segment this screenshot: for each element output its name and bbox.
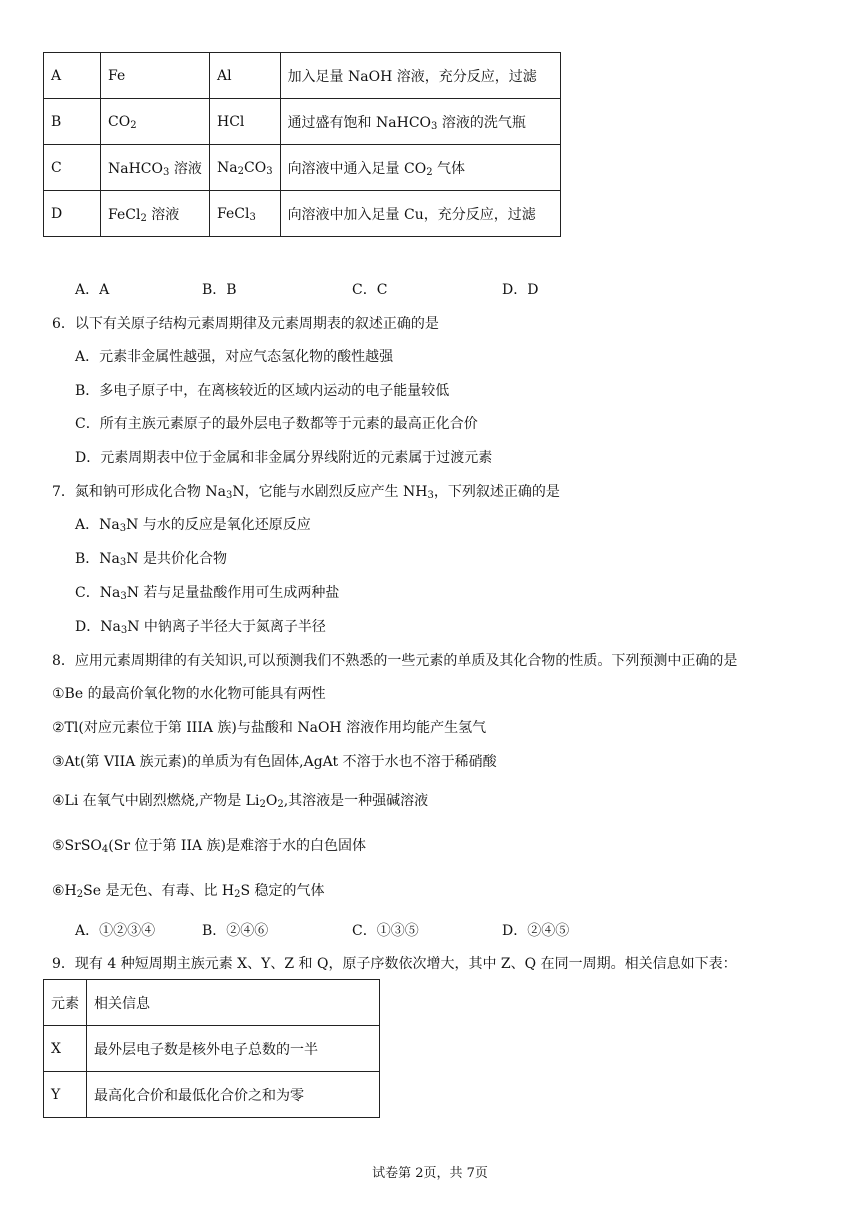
- table-cell: 向溶液中加入足量 Cu，充分反应，过滤: [280, 191, 560, 237]
- option-a[interactable]: A．①②③④: [75, 923, 156, 939]
- table-cell: $Na_2CO_3$: [210, 145, 281, 191]
- q7-stem: 7．氮和钠可形成化合物 $Na_3N$，它能与水剧烈反应产生 $NH_3$，下列叙述正确的是: [52, 484, 560, 501]
- q8-item-3: ③At(第 VIIA 族元素)的单质为有色固体,AgAt 不溶于水也不溶于稀硝酸: [52, 754, 497, 770]
- table-cell: HCl: [210, 99, 281, 145]
- table-cell: FeCl$_3$: [210, 191, 281, 237]
- q8-stem: 8．应用元素周期律的有关知识,可以预测我们不熟悉的一些元素的单质及其化合物的性质。下列预测中正确的是: [52, 653, 738, 669]
- table-cell: B: [44, 99, 101, 145]
- option-c[interactable]: C．C: [352, 282, 388, 298]
- q6-option-d[interactable]: D．元素周期表中位于金属和非金属分界线附近的元素属于过渡元素: [75, 450, 493, 466]
- option-d[interactable]: D．D: [502, 282, 539, 298]
- table-cell: $CO_2$: [101, 99, 210, 145]
- option-a[interactable]: A．A: [75, 282, 110, 298]
- table-cell: 最外层电子数是核外电子总数的一半: [87, 1026, 380, 1072]
- q8-item-1: ①Be 的最高价氧化物的水化物可能具有两性: [52, 686, 326, 702]
- table-cell: 最高化合价和最低化合价之和为零: [87, 1072, 380, 1118]
- table-cell: A: [44, 53, 101, 99]
- table-cell: Fe: [101, 53, 210, 99]
- option-b[interactable]: B．B: [202, 282, 237, 298]
- table-cell: 向溶液中通入足量 $CO_2$ 气体: [280, 145, 560, 191]
- table-row: [44, 99, 561, 145]
- option-b[interactable]: B．②④⑥: [202, 923, 269, 939]
- q6-stem: 6．以下有关原子结构元素周期律及元素周期表的叙述正确的是: [52, 316, 439, 332]
- table-cell: Al: [210, 53, 281, 99]
- table-row: [44, 1072, 380, 1118]
- table-cell: X: [44, 1026, 87, 1072]
- q8-item-2: ②Tl(对应元素位于第 IIIA 族)与盐酸和 NaOH 溶液作用均能产生氢气: [52, 720, 487, 736]
- table-cell: 通过盛有饱和 NaHCO$_3$ 溶液的洗气瓶: [280, 99, 560, 145]
- table-row: [44, 191, 561, 237]
- q6-option-b[interactable]: B．多电子原子中，在离核较近的区域内运动的电子能量较低: [75, 383, 450, 399]
- separation-table: [43, 52, 561, 237]
- q8-item-6: $⑥H_2Se$ 是无色、有毒、比 $H_2S$ 稳定的气体: [52, 883, 325, 900]
- q8-item-4: ④Li 在氧气中剧烈燃烧,产物是 $Li_2O_2$,其溶液是一种强碱溶液: [52, 793, 429, 810]
- option-d[interactable]: D．②④⑤: [502, 923, 570, 939]
- table-cell: NaHCO$_3$ 溶液: [101, 145, 210, 191]
- option-c[interactable]: C．①③⑤: [352, 923, 419, 939]
- q8-item-5: ⑤SrSO$_4$(Sr 位于第 IIA 族)是难溶于水的白色固体: [52, 838, 367, 855]
- table-cell: D: [44, 191, 101, 237]
- table-cell: Y: [44, 1072, 87, 1118]
- table-cell: C: [44, 145, 101, 191]
- q9-stem: 9．现有 4 种短周期主族元素 X、Y、Z 和 Q，原子序数依次增大，其中 Z、Q 在同一周期。相关信息如下表：: [52, 956, 737, 972]
- q6-option-c[interactable]: C．所有主族元素原子的最外层电子数都等于元素的最高正化合价: [75, 416, 478, 432]
- page-footer: 试卷第 2页，共 7页: [372, 1166, 488, 1181]
- table-cell: 加入足量 NaOH 溶液，充分反应，过滤: [280, 53, 560, 99]
- table-cell: 元素: [44, 980, 87, 1026]
- q7-option-c[interactable]: C．$Na_3N$ 若与足量盐酸作用可生成两种盐: [75, 585, 340, 602]
- table-row: [44, 53, 561, 99]
- table-row: [44, 145, 561, 191]
- q7-option-b[interactable]: B．$Na_3N$ 是共价化合物: [75, 551, 227, 568]
- table-cell: FeCl$_2$ 溶液: [101, 191, 210, 237]
- q7-option-a[interactable]: A．$Na_3N$ 与水的反应是氧化还原反应: [75, 517, 311, 534]
- table-cell: 相关信息: [87, 980, 380, 1026]
- element-info-table: [43, 979, 380, 1118]
- table-row: [44, 1026, 380, 1072]
- q6-option-a[interactable]: A．元素非金属性越强，对应气态氢化物的酸性越强: [75, 349, 394, 365]
- q7-option-d[interactable]: D．$Na_3N$ 中钠离子半径大于氮离子半径: [75, 619, 326, 636]
- table-row: [44, 980, 380, 1026]
